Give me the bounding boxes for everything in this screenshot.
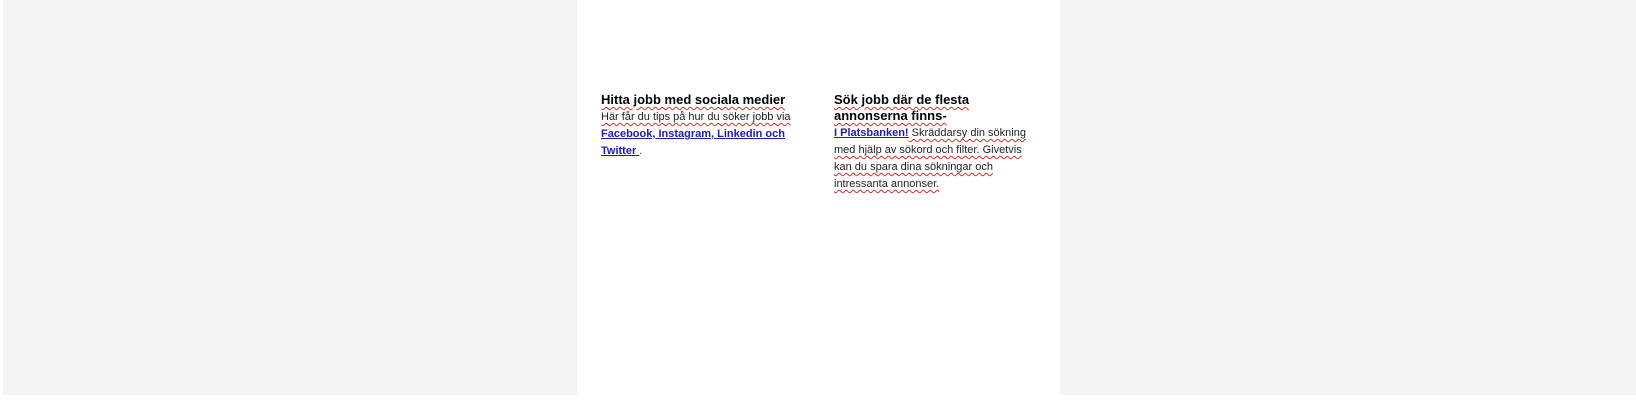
platsbanken-link[interactable]: I Platsbanken! — [834, 127, 909, 139]
social-media-intro: Här får du tips på hur du söker jobb via — [601, 111, 791, 123]
column-platsbanken — [834, 92, 1034, 193]
social-media-link[interactable]: Facebook, Instagram, Linkedin och Twitter — [601, 128, 785, 157]
platsbanken-body — [834, 125, 1034, 193]
left-margin-area — [3, 0, 577, 395]
social-media-heading: Hitta jobb med sociala medier — [601, 92, 786, 107]
document-page — [577, 0, 1060, 412]
platsbanken-heading: Sök jobb där de flesta annonserna finns- — [834, 92, 970, 123]
right-margin-area — [1060, 0, 1636, 395]
column-social-media — [601, 92, 801, 160]
social-media-outro: . — [639, 145, 643, 157]
social-media-body — [601, 109, 801, 160]
platsbanken-text: Skräddarsy din sökning med hjälp av sökord och filter. Givetvis kan du spara dina sökningar och intressanta annonser. — [834, 127, 1026, 190]
